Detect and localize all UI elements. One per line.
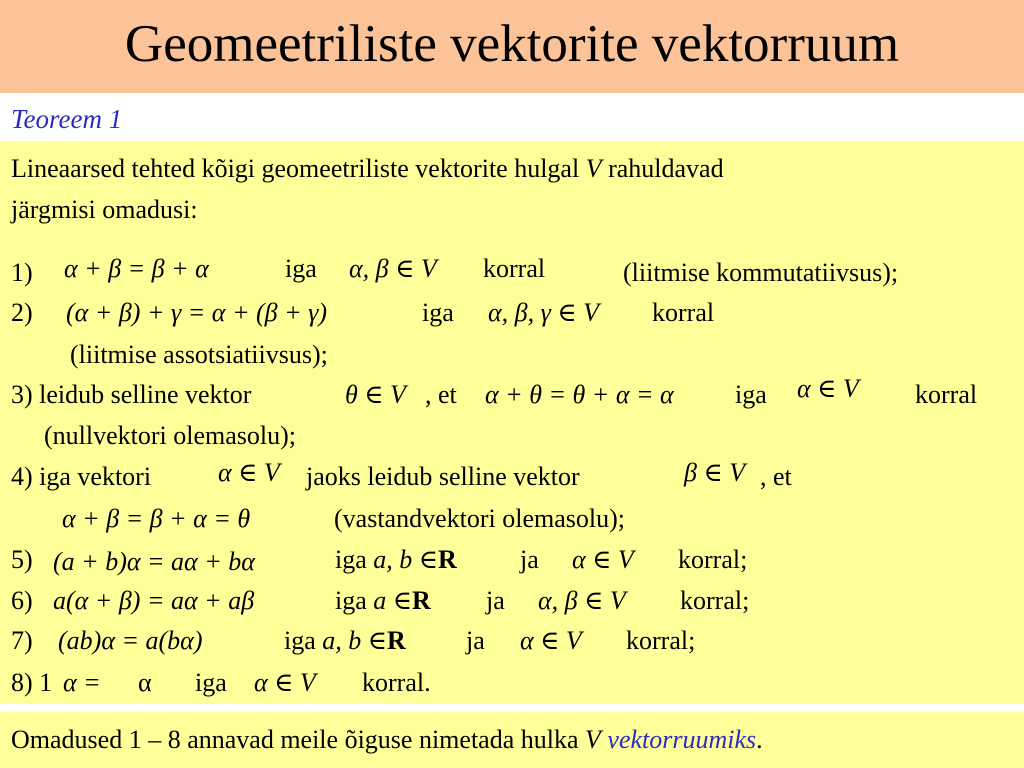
property-7-formula: (ab)α = a(bα) [58, 626, 203, 655]
property-1-formula: α + β = β + α [64, 254, 209, 283]
property-5-ja: ja [520, 545, 539, 574]
property-2-korral: korral [652, 298, 715, 327]
property-4-name: (vastandvektori olemasolu); [334, 504, 625, 533]
property-6-number: 6) [11, 586, 33, 615]
property-8-korral: korral. [362, 668, 431, 697]
property-1-iga: iga [285, 254, 317, 283]
property-8-alpha: α [138, 668, 152, 697]
property-3-et: , et [425, 380, 457, 409]
property-1-condition: α, β ∈ V [349, 254, 437, 283]
property-3-iga: iga [735, 380, 767, 409]
property-1-number: 1) [11, 258, 33, 287]
property-4-condition-2: β ∈ V [684, 458, 746, 487]
intro-line-1: Lineaarsed tehted kõigi geomeetriliste vektorite hulgal V rahuldavad [11, 154, 724, 183]
property-4-text: 4) iga vektori [11, 462, 152, 491]
property-3-korral: korral [915, 380, 978, 409]
property-2-iga: iga [422, 298, 454, 327]
property-4-et: , et [760, 462, 792, 491]
property-7-condition: α ∈ V [520, 626, 582, 655]
property-2-name: (liitmise assotsiatiivsus); [70, 340, 328, 369]
property-5-number: 5) [11, 545, 33, 574]
property-3-formula: α + θ = θ + α = α [485, 380, 674, 409]
property-8-iga: iga [195, 668, 227, 697]
property-6-korral: korral; [680, 586, 750, 615]
intro-line-2: järgmisi omadusi: [11, 195, 198, 224]
property-7-scalars: iga a, b ∈R [284, 626, 406, 655]
property-8-condition: α ∈ V [254, 668, 316, 697]
property-1-korral: korral [483, 254, 546, 283]
conclusion-text: Omadused 1 – 8 annavad meile õiguse nimetada hulka V vektorruumiks. [11, 725, 763, 754]
property-3-theta: θ ∈ V [345, 380, 406, 409]
property-7-ja: ja [466, 626, 485, 655]
property-8-number: 8) 1 [11, 668, 53, 697]
property-5-formula: (a + b)α = aα + bα [53, 547, 255, 576]
property-6-formula: a(α + β) = aα + aβ [53, 586, 255, 615]
property-6-scalars: iga a ∈R [335, 586, 431, 615]
property-7-korral: korral; [626, 626, 696, 655]
property-3-condition: α ∈ V [797, 374, 859, 403]
theorem-label: Teoreem 1 [11, 104, 123, 134]
property-2-condition: α, β, γ ∈ V [488, 298, 599, 327]
property-6-ja: ja [486, 586, 505, 615]
property-3-name: (nullvektori olemasolu); [44, 421, 297, 450]
property-5-scalars: iga a, b ∈R [335, 545, 457, 574]
page-title: Geomeetriliste vektorite vektorruum [124, 15, 900, 73]
property-4-formula: α + β = β + α = θ [62, 504, 251, 533]
property-6-condition: α, β ∈ V [538, 586, 626, 615]
property-5-condition: α ∈ V [572, 545, 634, 574]
property-7-number: 7) [11, 626, 33, 655]
property-4-middle: jaoks leidub selline vektor [306, 462, 580, 491]
property-4-condition-1: α ∈ V [218, 458, 280, 487]
property-3-text: 3) leidub selline vektor [11, 380, 252, 409]
property-1-name: (liitmise kommutatiivsus); [623, 258, 899, 287]
property-5-korral: korral; [678, 545, 748, 574]
property-8-formula: α = [63, 668, 101, 697]
property-2-formula: (α + β) + γ = α + (β + γ) [66, 298, 328, 327]
property-2-number: 2) [11, 298, 33, 327]
